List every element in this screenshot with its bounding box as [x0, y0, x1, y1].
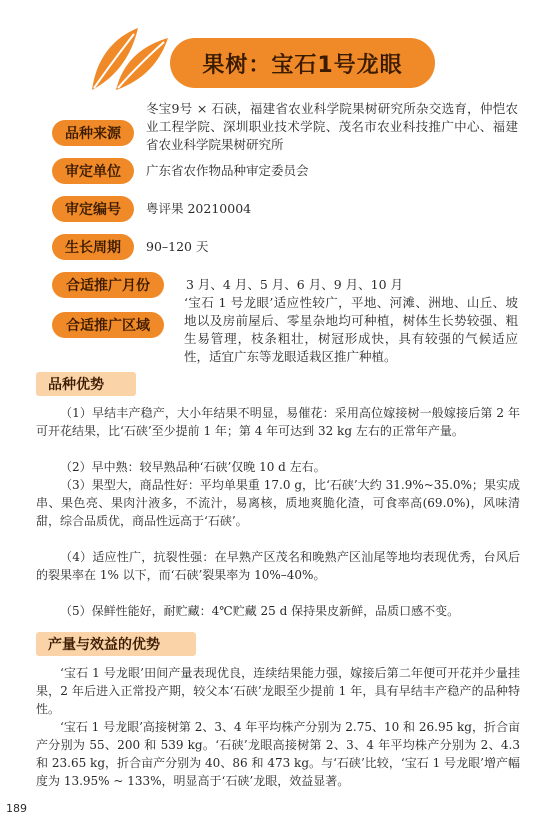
advantage-paragraph: （3）果型大，商品性好：平均单果重 17.0 g，比‘石硖’大约 31.9%~35.0%；果实成串、果色亮、果肉汁液多，不流汁，易离核，质地爽脆化渣，可食率高(69.0%)，风味清甜，综合品质优，商品性远高于‘石硖’。	[36, 478, 520, 528]
section-heading-advantages: 品种优势	[36, 372, 136, 396]
page-title: 果树：宝石1号龙眼	[202, 52, 403, 78]
yield-paragraph: ‘宝石 1 号龙眼’高接树第 2、3、4 年平均株产分别为 2.75、10 和 26.95 kg，折合亩产分别为 55、200 和 539 kg。‘石硖’龙眼高接树第 2、3、4 年平均株产分别为 2、4.3 和 23.65 kg，折合亩产分别为 40、86 和 473 kg。与‘石硖’比较，‘宝石 1 号龙眼’增产幅度为 13.95% ~ 133%，明显高于‘石硖’龙眼，效益显著。	[36, 720, 520, 788]
field-label-region: 合适推广区域	[52, 312, 164, 338]
field-value-authority: 广东省农作物品种审定委员会	[146, 163, 309, 178]
title-area	[0, 0, 551, 100]
field-label-cycle: 生长周期	[52, 234, 134, 260]
yield-paragraph: ‘宝石 1 号龙眼’田间产量表现优良，连续结果能力强，嫁接后第二年便可开花并少量挂果，2 年后进入正常投产期，较父本‘石硖’龙眼至少提前 1 年，具有早结丰产稳产的品种特性。	[36, 666, 520, 716]
title-banner	[170, 38, 435, 88]
advantage-paragraph: （1）早结丰产稳产，大小年结果不明显，易催花：采用高位嫁接树一般嫁接后第 2 年可开花结果，比‘石硖’至少提前 1 年；第 4 年可达到 32 kg 左右的正常年产量。	[36, 406, 520, 438]
advantage-paragraph: （4）适应性广，抗裂性强：在早熟产区茂名和晚熟产区汕尾等地均表现优秀，台风后的裂果率在 1% 以下，而‘石硖’裂果率为 10%–40%。	[36, 550, 520, 582]
field-value-code: 粤评果 20210004	[146, 201, 252, 216]
advantage-paragraph: （5）保鲜性能好，耐贮藏：4℃贮藏 25 d 保持果皮新鲜，品质口感不变。	[60, 604, 460, 618]
advantage-paragraph: （2）早中熟：较早熟品种‘石硖’仅晚 10 d 左右。	[60, 460, 326, 474]
field-label-code: 审定编号	[52, 196, 134, 222]
field-label-source: 品种来源	[52, 120, 134, 146]
field-value-cycle: 90–120 天	[146, 239, 209, 254]
field-value-months: 3 月、4 月、5 月、6 月、9 月、10 月	[186, 277, 404, 292]
section-heading-yield: 产量与效益的优势	[36, 632, 196, 656]
field-label-months: 合适推广月份	[52, 272, 164, 298]
field-value-region: ‘宝石 1 号龙眼’适应性较广，平地、河滩、洲地、山丘、坡地以及房前屋后、零星杂地均可种植，树体生长势较强、粗生易管理，枝条粗壮，树冠形成快，具有较强的气候适应性，适宜广东等龙眼适栽区推广种植。	[184, 295, 518, 364]
field-label-authority: 审定单位	[52, 158, 134, 184]
field-value-source: 冬宝9号 × 石硖，福建省农业科学院果树研究所杂交选育，仲恺农业工程学院、深圳职业技术学院、茂名市农业科技推广中心、福建省农业科学院果树研究所	[146, 101, 518, 152]
page-number: 189	[6, 802, 27, 815]
